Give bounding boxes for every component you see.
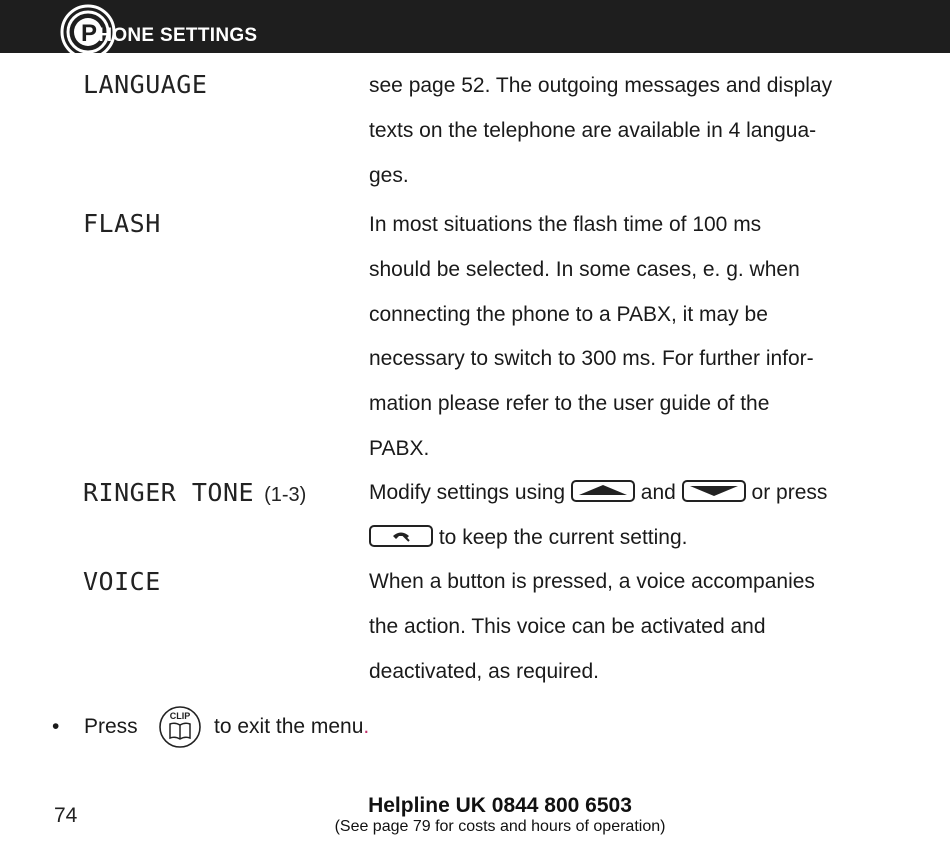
desc-text: and xyxy=(640,481,676,504)
helpline-note: (See page 79 for costs and hours of operation) xyxy=(334,818,666,835)
desc-text: Modify settings using xyxy=(369,481,566,504)
end-call-key-icon xyxy=(369,525,433,547)
term-language: LANGUAGE xyxy=(83,70,208,99)
ringer-tone-range: (1-3) xyxy=(264,484,307,506)
desc-line: PABX. xyxy=(369,436,430,460)
section-title-initial: P xyxy=(81,20,98,47)
desc-voice xyxy=(369,560,909,694)
desc-line: the action. This voice can be activated and xyxy=(369,614,766,638)
desc-flash xyxy=(369,203,909,472)
desc-line: When a button is pressed, a voice accompanies xyxy=(369,570,815,593)
clip-label: CLIP xyxy=(169,711,191,721)
desc-line: ges. xyxy=(369,163,409,187)
down-key-icon xyxy=(682,480,746,502)
desc-line: necessary to switch to 300 ms. For further infor- xyxy=(369,347,814,371)
desc-line: texts on the telephone are available in 4 langua- xyxy=(369,118,817,142)
up-key-icon xyxy=(571,480,635,502)
section-title-rest: HONE SETTINGS xyxy=(98,25,258,46)
press-text: Press xyxy=(84,715,138,738)
term-flash: FLASH xyxy=(83,209,161,238)
desc-line: In most situations the flash time of 100 ms xyxy=(369,213,762,236)
helpline: Helpline UK 0844 800 6503 xyxy=(368,794,632,817)
exit-menu-text xyxy=(214,715,369,739)
desc-line: deactivated, as required. xyxy=(369,659,599,683)
page-number: 74 xyxy=(54,804,78,827)
desc-language xyxy=(369,64,909,198)
bullet: • xyxy=(52,715,60,738)
desc-line: should be selected. In some cases, e. g. when xyxy=(369,257,800,281)
term-ringer-tone-label: RINGER TONE xyxy=(83,478,255,507)
desc-line xyxy=(369,516,909,561)
term-ringer-tone xyxy=(83,478,306,507)
desc-line: mation please refer to the user guide of the xyxy=(369,392,770,416)
term-voice: VOICE xyxy=(83,567,161,596)
desc-line: see page 52. The outgoing messages and display xyxy=(369,74,833,97)
page-header xyxy=(0,0,950,53)
section-title xyxy=(82,20,257,48)
clip-book-icon xyxy=(158,705,202,749)
exit-menu-label: to exit the menu xyxy=(214,715,364,738)
desc-line xyxy=(369,471,909,516)
desc-line: connecting the phone to a PABX, it may be xyxy=(369,302,768,326)
desc-text: or press xyxy=(751,481,828,504)
period: . xyxy=(363,715,370,738)
desc-text: to keep the current setting. xyxy=(438,525,688,549)
desc-ringer-tone xyxy=(369,471,909,561)
